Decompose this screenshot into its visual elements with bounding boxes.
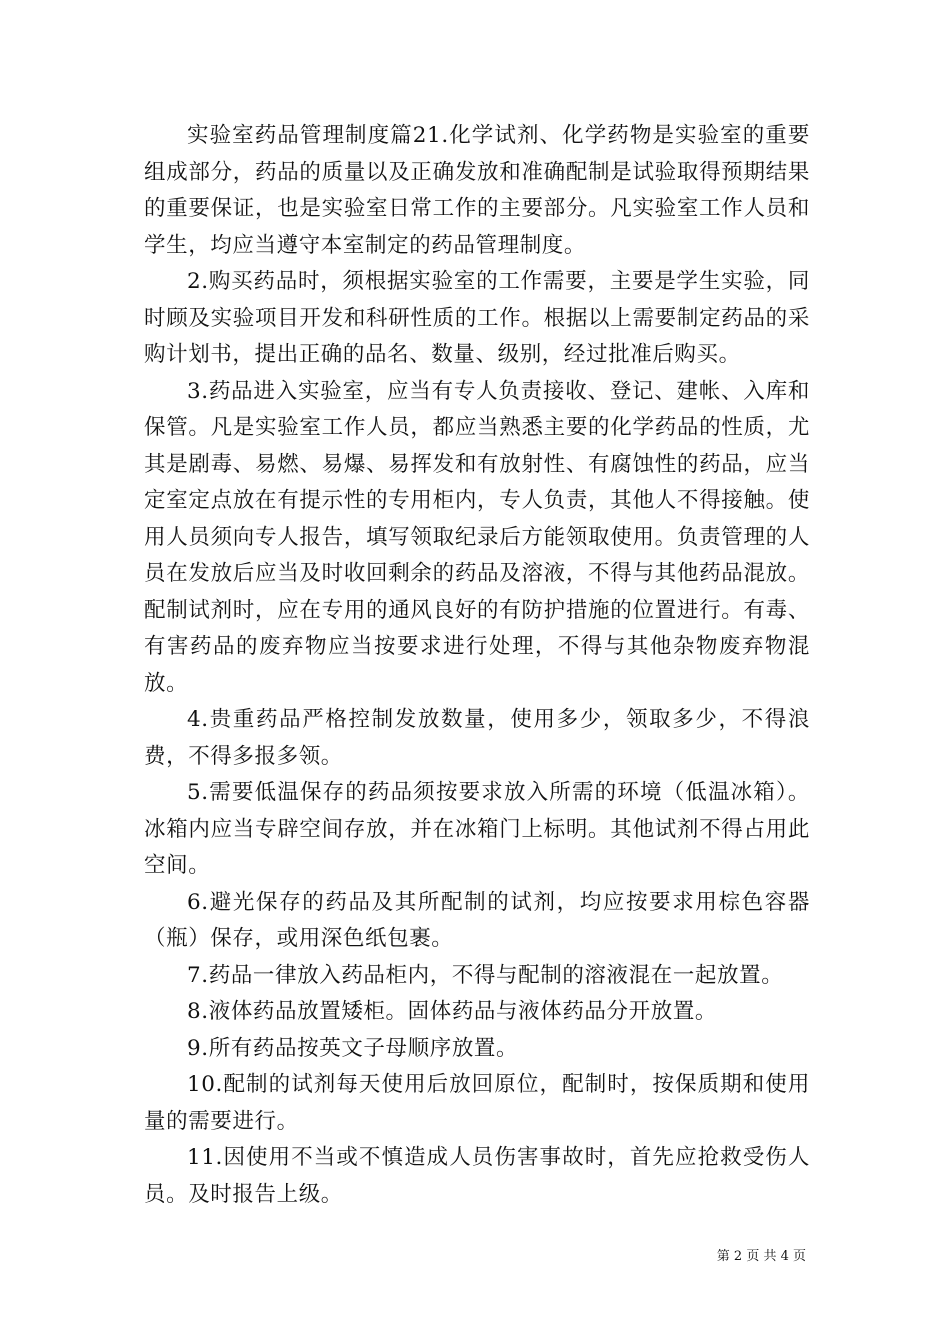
paragraph-6: 6.避光保存的药品及其所配制的试剂，均应按要求用棕色容器（瓶）保存，或用深色纸包裹。 (144, 889, 810, 951)
document-body (144, 118, 810, 1213)
paragraph-5: 5.需要低温保存的药品须按要求放入所需的环境（低温冰箱）。冰箱内应当专辟空间存放，并在冰箱门上标明。其他试剂不得占用此空间。 (144, 780, 810, 878)
paragraph-8: 8.液体药品放置矮柜。固体药品与液体药品分开放置。 (187, 999, 718, 1024)
paragraph-3: 3.药品进入实验室，应当有专人负责接收、登记、建帐、入库和保管。凡是实验室工作人员，都应当熟悉主要的化学药品的性质，尤其是剧毒、易燃、易爆、易挥发和有放射性、有腐蚀性的药品，应当定室定点放在有提示性的专用柜内，专人负责，其他人不得接触。使用人员须向专人报告，填写领取纪录后方能领取使用。负责管理的人员在发放后应当及时收回剩余的药品及溶液，不得与其他药品混放。配制试剂时，应在专用的通风良好的有防护措施的位置进行。有毒、有害药品的废弃物应当按要求进行处理，不得与其他杂物废弃物混放。 (144, 378, 810, 696)
paragraph-1: 实验室药品管理制度篇21.化学试剂、化学药物是实验室的重要组成部分，药品的质量以及正确发放和准确配制是试验取得预期结果的重要保证，也是实验室日常工作的主要部分。凡实验室工作人员和学生，均应当遵守本室制定的药品管理制度。 (144, 123, 810, 258)
paragraph-4: 4.贵重药品严格控制发放数量，使用多少，领取多少，不得浪费，不得多报多领。 (144, 707, 810, 769)
page-number-footer: 第 2 页 共 4 页 (716, 1249, 806, 1264)
paragraph-10: 10.配制的试剂每天使用后放回原位，配制时，按保质期和使用量的需要进行。 (144, 1072, 810, 1134)
paragraph-11: 11.因使用不当或不慎造成人员伤害事故时，首先应抢救受伤人员。及时报告上级。 (144, 1145, 810, 1207)
paragraph-7: 7.药品一律放入药品柜内，不得与配制的溶液混在一起放置。 (187, 962, 784, 988)
paragraph-2: 2.购买药品时，须根据实验室的工作需要，主要是学生实验，同时顾及实验项目开发和科研性质的工作。根据以上需要制定药品的采购计划书，提出正确的品名、数量、级别，经过批准后购买。 (144, 269, 810, 367)
paragraph-9: 9.所有药品按英文子母顺序放置。 (187, 1035, 519, 1061)
